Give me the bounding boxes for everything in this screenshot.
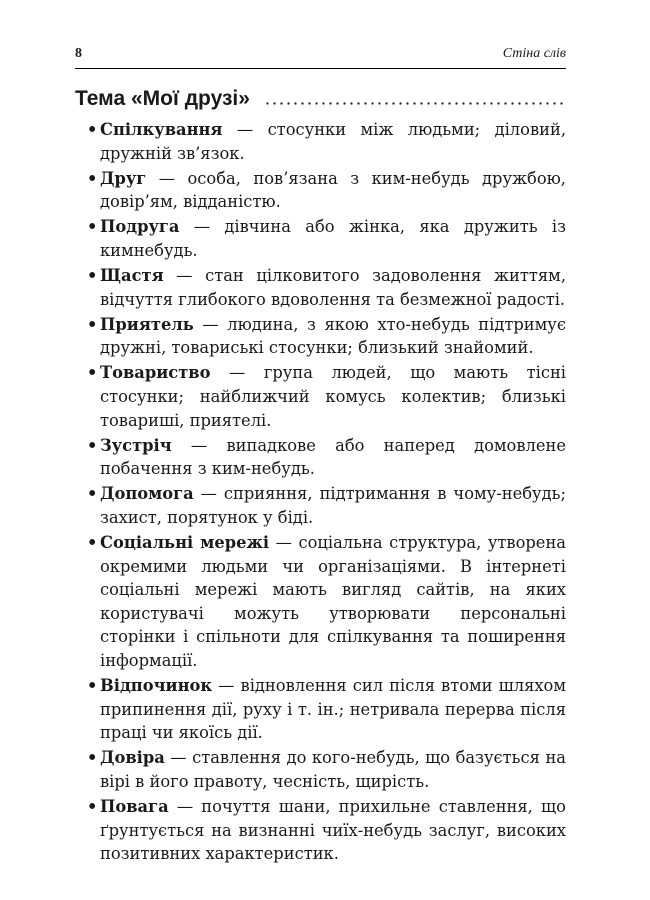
- entry-term: Товариство: [100, 363, 211, 383]
- entry-term: Відпочинок: [100, 676, 213, 696]
- page-header: [75, 44, 566, 69]
- bullet-icon: •: [87, 266, 98, 286]
- glossary-entry: [75, 434, 566, 481]
- bullet-icon: •: [87, 363, 98, 383]
- topic-title: Тема «Мої друзі»: [75, 87, 250, 110]
- bullet-icon: •: [87, 168, 98, 188]
- entry-term: Приятель: [100, 314, 194, 334]
- glossary-entry: [75, 167, 566, 214]
- entry-definition: — випадкове або наперед домовлене побачення з ким-небудь.: [100, 435, 566, 479]
- entry-term: Спілкування: [100, 120, 223, 139]
- glossary-entry: [75, 482, 566, 529]
- glossary-entry: [75, 746, 566, 793]
- bullet-icon: •: [87, 533, 98, 553]
- glossary-list: [75, 118, 566, 867]
- bullet-icon: •: [87, 797, 98, 817]
- entry-term: Зустріч: [100, 435, 172, 455]
- page-number: 8: [75, 46, 82, 61]
- bullet-icon: •: [87, 748, 98, 768]
- entry-definition: — дівчина або жінка, яка дружить із кимнебудь.: [100, 217, 566, 260]
- entry-term: Довіра: [100, 748, 165, 768]
- entry-term: Соціальні мережі: [100, 533, 270, 553]
- entry-term: Друг: [100, 168, 147, 188]
- glossary-entry: [75, 118, 566, 165]
- bullet-icon: •: [87, 314, 98, 334]
- bullet-icon: •: [87, 676, 98, 696]
- dotted-leader: [264, 102, 566, 105]
- bullet-icon: •: [87, 435, 98, 455]
- running-title: Стіна слів: [502, 46, 566, 61]
- glossary-entry: [75, 215, 566, 262]
- glossary-entry: [75, 674, 566, 745]
- entry-definition: — відновлення сил після втоми шляхом припинення дії, руху і т. ін.; нетривала перерва після праці чи якоїсь дії.: [100, 676, 566, 743]
- glossary-entry: [75, 361, 566, 432]
- entry-definition: — стан цілковитого задоволення життям, відчуття глибокого вдоволення та безмежної радості.: [100, 266, 566, 309]
- glossary-entry: [75, 313, 566, 360]
- entry-term: Подруга: [100, 217, 180, 237]
- entry-definition: — почуття шани, прихильне ставлення, що ґрунтується на визнанні чиїх-небудь заслуг, високих позитивних характеристик.: [100, 797, 566, 864]
- bullet-icon: •: [87, 484, 98, 504]
- entry-term: Щастя: [100, 266, 164, 286]
- entry-definition: — ставлення до кого-небудь, що базується на вірі в його правоту, чесність, щирість.: [100, 748, 566, 792]
- entry-definition: — особа, пов’язана з ким-небудь дружбою, довір’ям, відданістю.: [100, 168, 566, 212]
- entry-definition: — соціальна структура, утворена окремими людьми чи організаціями. В інтернеті соціальні мережі мають вигляд сайтів, на яких користувачі можуть утворювати персональні сторінки і спільноти для спілкування та поширення інформації.: [100, 533, 567, 671]
- glossary-entry: [75, 795, 566, 866]
- bullet-icon: •: [87, 217, 98, 237]
- glossary-entry: [75, 531, 566, 673]
- entry-definition: — стосунки між людьми; діловий, дружній зв’язок.: [100, 120, 566, 163]
- entry-definition: — група людей, що мають тісні стосунки; найближчий комусь колектив; близькі товариші, приятелі.: [100, 363, 566, 430]
- entry-term: Допомога: [100, 484, 194, 504]
- topic-heading: [75, 84, 566, 114]
- entry-term: Повага: [100, 797, 169, 817]
- entry-definition: — сприяння, підтримання в чому-небудь; захист, порятунок у біді.: [100, 484, 566, 527]
- glossary-entry: [75, 264, 566, 311]
- entry-definition: — людина, з якою хто-небудь підтримує дружні, товариські стосунки; близький знайомий.: [100, 314, 566, 358]
- bullet-icon: •: [87, 120, 98, 139]
